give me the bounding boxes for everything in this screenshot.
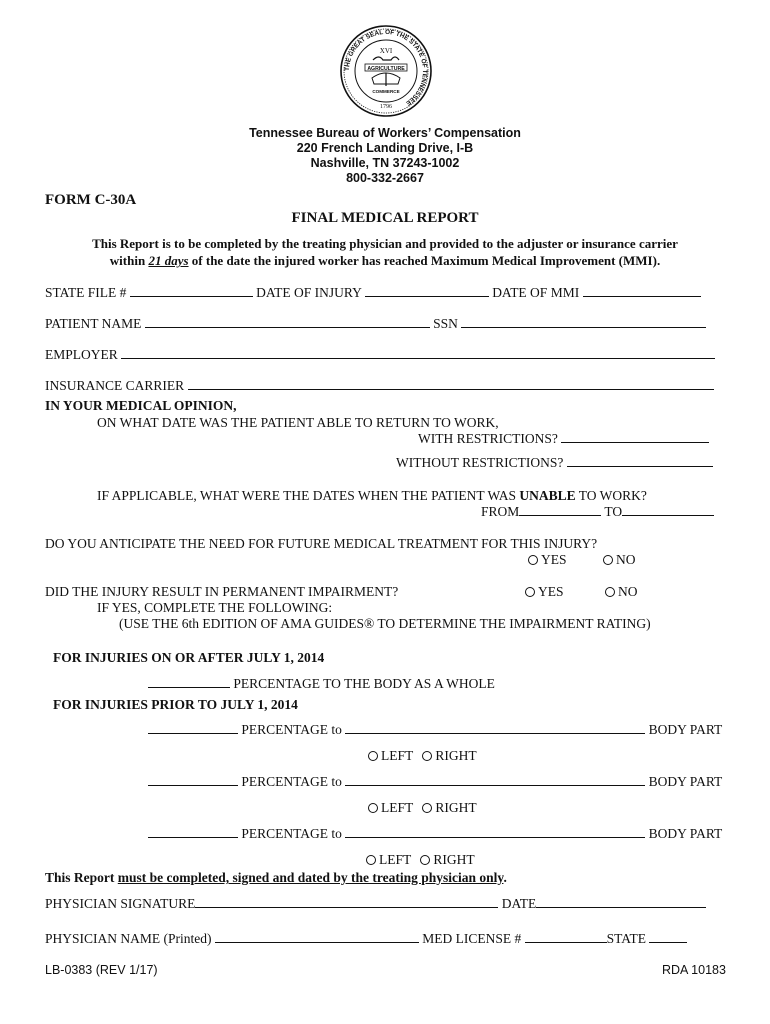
impairment-no-radio[interactable]	[605, 587, 615, 597]
body-part-percentage-field[interactable]	[148, 826, 238, 838]
unable-dates-row	[481, 504, 714, 520]
bureau-address-line1: 220 French Landing Drive, I-B	[296, 141, 474, 155]
physician-name-field[interactable]	[215, 931, 419, 943]
future-no-radio[interactable]	[603, 555, 613, 565]
patient-row	[45, 316, 706, 332]
form-code: LB-0383 (REV 1/17)	[45, 963, 158, 977]
impairment-yes-radio[interactable]	[525, 587, 535, 597]
bureau-address-line2: Nashville, TN 37243-1002	[310, 156, 460, 170]
bureau-name: Tennessee Bureau of Workers’ Compensation	[249, 126, 521, 140]
date-of-mmi-label: DATE OF MMI	[492, 285, 580, 300]
unable-word: UNABLE	[519, 488, 576, 503]
body-part-field[interactable]	[345, 774, 645, 786]
with-restrictions-label: WITH RESTRICTIONS?	[418, 431, 558, 446]
body-part-row: PERCENTAGE to BODY PART	[148, 774, 722, 790]
future-no-option[interactable]: NO	[603, 552, 636, 568]
date-of-injury-label: DATE OF INJURY	[256, 285, 362, 300]
rda-code: RDA 10183	[662, 963, 726, 977]
intro-line1: This Report is to be completed by the treating physician and provided to the adjuster or insurance carrier	[92, 236, 678, 251]
intro-21-days: 21 days	[148, 253, 189, 268]
future-yes-radio[interactable]	[528, 555, 538, 565]
body-part-percentage-field[interactable]	[148, 774, 238, 786]
right-option[interactable]: RIGHT	[422, 748, 476, 763]
date-of-injury-field[interactable]	[365, 285, 489, 297]
body-part-percentage-field[interactable]	[148, 722, 238, 734]
if-yes-instruction: IF YES, COMPLETE THE FOLLOWING:	[97, 600, 333, 615]
left-radio[interactable]	[368, 803, 378, 813]
seal-year: 1796	[380, 104, 392, 110]
without-restrictions-field[interactable]	[567, 455, 713, 467]
right-radio[interactable]	[422, 751, 432, 761]
state-file-field[interactable]	[130, 285, 253, 297]
state-file-label: STATE FILE #	[45, 285, 127, 300]
ssn-label: SSN	[433, 316, 458, 331]
side-options	[368, 748, 477, 764]
impairment-question: DID THE INJURY RESULT IN PERMANENT IMPAIRMENT?	[45, 584, 399, 599]
patient-name-label: PATIENT NAME	[45, 316, 142, 331]
med-license-label: MED LICENSE #	[422, 931, 522, 946]
seal-ring-text: THE GREAT SEAL OF THE STATE OF TENNESSEE	[343, 28, 429, 107]
after-2014-heading: FOR INJURIES ON OR AFTER JULY 1, 2014	[53, 650, 325, 665]
return-to-work-question: ON WHAT DATE WAS THE PATIENT ABLE TO RETURN TO WORK,	[97, 415, 499, 430]
opinion-heading: IN YOUR MEDICAL OPINION,	[45, 398, 237, 413]
seal-agriculture: AGRICULTURE	[367, 65, 405, 72]
form-title: FINAL MEDICAL REPORT	[291, 210, 479, 226]
med-license-field[interactable]	[525, 931, 607, 943]
left-radio[interactable]	[368, 751, 378, 761]
right-option[interactable]: RIGHT	[420, 852, 474, 867]
impairment-yes-option[interactable]: YES	[525, 584, 564, 600]
physician-name-label: PHYSICIAN NAME (Printed)	[45, 931, 212, 946]
seal-roman: XVI	[379, 47, 393, 55]
ssn-field[interactable]	[461, 316, 706, 328]
insurance-row	[45, 378, 714, 394]
insurance-carrier-label: INSURANCE CARRIER	[45, 378, 185, 393]
without-restrictions-label: WITHOUT RESTRICTIONS?	[396, 455, 564, 470]
date-of-mmi-field[interactable]	[583, 285, 701, 297]
physician-signature-field[interactable]	[195, 896, 498, 908]
signature-row	[45, 896, 706, 912]
signature-date-label: DATE	[501, 896, 537, 911]
patient-name-field[interactable]	[145, 316, 430, 328]
employer-label: EMPLOYER	[45, 347, 118, 362]
from-date-field[interactable]	[519, 504, 601, 516]
left-option[interactable]: LEFT	[368, 748, 413, 763]
without-restrictions-row	[396, 455, 713, 471]
ama-guides-instruction: (USE THE 6th EDITION OF AMA GUIDES® TO DETERMINE THE IMPAIRMENT RATING)	[119, 616, 651, 631]
employer-field[interactable]	[121, 347, 715, 359]
right-radio[interactable]	[420, 855, 430, 865]
bureau-phone: 800-332-2667	[346, 171, 424, 185]
future-yes-option[interactable]: YES	[528, 552, 567, 568]
side-options	[366, 852, 475, 868]
physician-name-row	[45, 931, 687, 947]
unable-to-work-question: IF APPLICABLE, WHAT WERE THE DATES WHEN THE PATIENT WAS UNABLE TO WORK?	[97, 488, 647, 503]
left-option[interactable]: LEFT	[368, 800, 413, 815]
state-field[interactable]	[649, 931, 687, 943]
form-id: FORM C-30A	[45, 192, 137, 208]
state-label: STATE	[606, 931, 647, 946]
intro-line2: within 21 days of the date the injured worker has reached Maximum Medical Improvement (MMI).	[109, 253, 661, 268]
to-label: TO	[604, 504, 623, 519]
body-part-field[interactable]	[345, 722, 645, 734]
with-restrictions-field[interactable]	[561, 431, 709, 443]
to-date-field[interactable]	[622, 504, 714, 516]
body-part-row: PERCENTAGE to BODY PART	[148, 826, 722, 842]
right-radio[interactable]	[422, 803, 432, 813]
left-option[interactable]: LEFT	[366, 852, 411, 867]
physician-signature-label: PHYSICIAN SIGNATURE	[45, 896, 196, 911]
seal-commerce: COMMERCE	[372, 89, 400, 94]
impairment-no-option[interactable]: NO	[605, 584, 638, 600]
from-label: FROM	[481, 504, 520, 519]
whole-body-label: PERCENTAGE TO THE BODY AS A WHOLE	[233, 676, 495, 691]
with-restrictions-row	[418, 431, 709, 447]
body-part-row: PERCENTAGE to BODY PART	[148, 722, 722, 738]
employer-row	[45, 347, 715, 363]
prior-2014-heading: FOR INJURIES PRIOR TO JULY 1, 2014	[53, 697, 298, 712]
signature-date-field[interactable]	[536, 896, 706, 908]
left-radio[interactable]	[366, 855, 376, 865]
insurance-carrier-field[interactable]	[188, 378, 714, 390]
completion-note: This Report must be completed, signed and dated by the treating physician only.	[45, 870, 507, 885]
body-part-field[interactable]	[345, 826, 645, 838]
state-file-row	[45, 285, 701, 301]
whole-body-percentage-field[interactable]	[148, 676, 230, 688]
completion-note-underlined: must be completed, signed and dated by the treating physician only	[117, 870, 504, 885]
tennessee-state-seal	[339, 24, 433, 118]
whole-body-row	[148, 676, 495, 692]
side-options	[368, 800, 477, 816]
future-treatment-question: DO YOU ANTICIPATE THE NEED FOR FUTURE MEDICAL TREATMENT FOR THIS INJURY?	[45, 536, 598, 551]
right-option[interactable]: RIGHT	[422, 800, 476, 815]
